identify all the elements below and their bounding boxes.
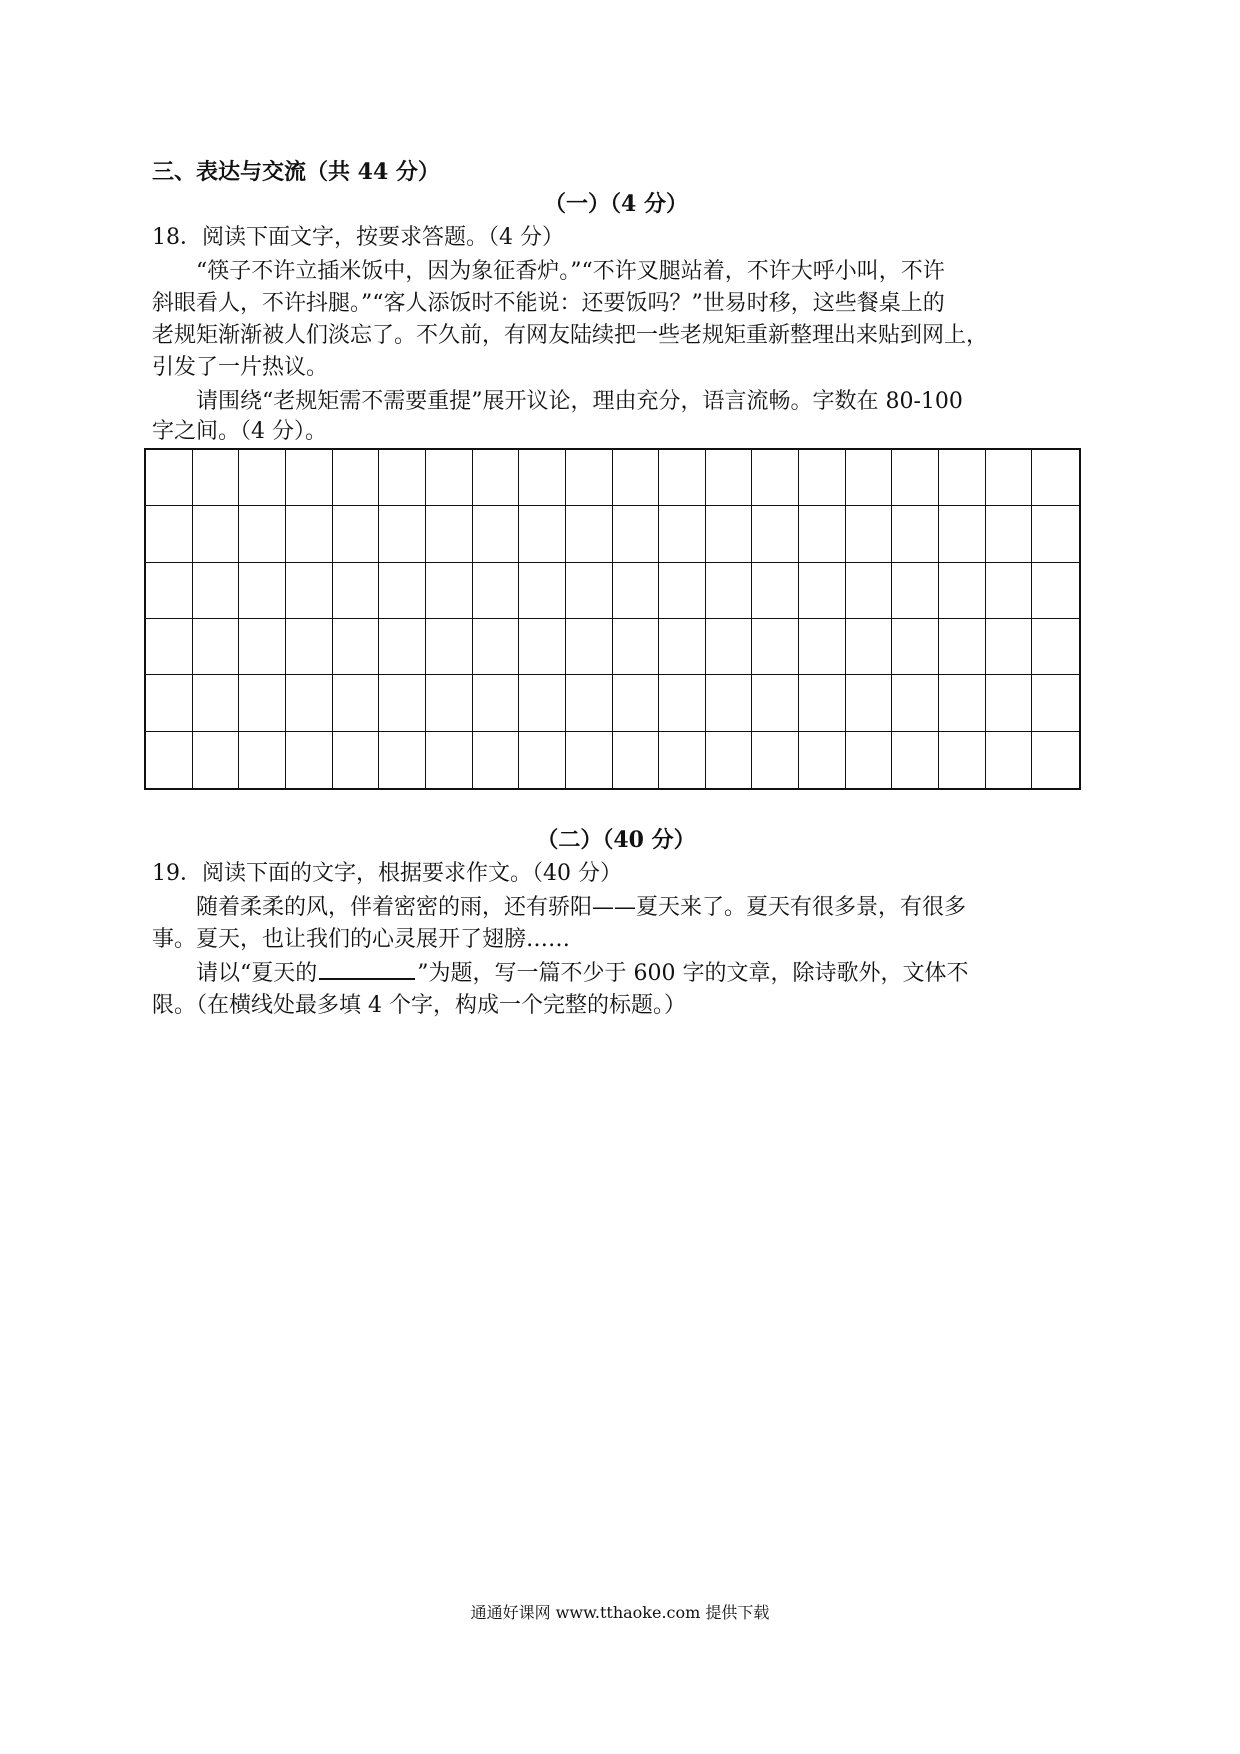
grid-cell <box>379 675 426 731</box>
grid-cell <box>659 563 706 619</box>
grid-cell <box>333 675 380 731</box>
grid-cell <box>986 675 1033 731</box>
grid-cell <box>333 619 380 675</box>
grid-cell <box>333 506 380 562</box>
grid-cell <box>379 619 426 675</box>
grid-cell <box>799 732 846 788</box>
grid-cell <box>846 450 893 506</box>
passage-line: 引发了一片热议。 <box>152 355 329 380</box>
grid-cell <box>986 619 1033 675</box>
grid-cell <box>706 619 753 675</box>
task-suffix: ”为题，写一篇不少于 600 字的文章，除诗歌外，文体不 <box>417 961 969 986</box>
grid-cell <box>566 506 613 562</box>
grid-cell <box>613 506 660 562</box>
grid-cell <box>286 619 333 675</box>
grid-cell <box>939 563 986 619</box>
grid-cell <box>1032 732 1079 788</box>
grid-cell <box>1032 563 1079 619</box>
grid-cell <box>1032 450 1079 506</box>
grid-cell <box>752 675 799 731</box>
grid-cell <box>426 619 473 675</box>
question-19-stem: 19．阅读下面的文字，根据要求作文。（40 分） <box>152 861 622 886</box>
grid-cell <box>752 732 799 788</box>
grid-cell <box>239 619 286 675</box>
grid-cell <box>519 563 566 619</box>
grid-cell <box>193 619 240 675</box>
grid-cell <box>986 732 1033 788</box>
section-heading: 三、表达与交流（共 44 分） <box>152 159 440 185</box>
grid-cell <box>706 563 753 619</box>
grid-cell <box>193 732 240 788</box>
grid-cell <box>519 675 566 731</box>
grid-cell <box>799 563 846 619</box>
grid-cell <box>473 619 520 675</box>
task-line: 字之间。（4 分）。 <box>152 419 327 444</box>
grid-cell <box>939 450 986 506</box>
grid-cell <box>1032 675 1079 731</box>
grid-cell <box>146 675 193 731</box>
grid-cell <box>846 563 893 619</box>
grid-cell <box>939 732 986 788</box>
grid-cell <box>239 450 286 506</box>
question-18-stem: 18．阅读下面文字，按要求答题。（4 分） <box>152 225 564 250</box>
grid-cell <box>286 506 333 562</box>
grid-cell <box>333 450 380 506</box>
grid-cell <box>426 506 473 562</box>
passage-line: 随着柔柔的风，伴着密密的雨，还有骄阳——夏天来了。夏天有很多景，有很多 <box>196 895 967 920</box>
grid-cell <box>426 675 473 731</box>
grid-cell <box>752 506 799 562</box>
grid-cell <box>193 675 240 731</box>
grid-cell <box>1032 506 1079 562</box>
grid-cell <box>986 450 1033 506</box>
grid-cell <box>333 732 380 788</box>
grid-cell <box>892 732 939 788</box>
grid-cell <box>146 450 193 506</box>
grid-cell <box>426 732 473 788</box>
grid-cell <box>846 619 893 675</box>
grid-cell <box>613 450 660 506</box>
grid-cell <box>286 675 333 731</box>
grid-cell <box>239 506 286 562</box>
grid-cell <box>939 619 986 675</box>
answer-grid <box>144 448 1081 790</box>
task-line: 请围绕“老规矩需不需要重提”展开议论，理由充分，语言流畅。字数在 80-100 <box>196 389 963 414</box>
grid-cell <box>286 563 333 619</box>
grid-cell <box>519 506 566 562</box>
grid-cell <box>379 450 426 506</box>
grid-cell <box>659 732 706 788</box>
grid-cell <box>239 732 286 788</box>
grid-cell <box>659 675 706 731</box>
grid-cell <box>799 450 846 506</box>
grid-cell <box>892 563 939 619</box>
grid-cell <box>752 563 799 619</box>
task-line <box>152 958 968 990</box>
grid-cell <box>799 675 846 731</box>
grid-cell <box>566 450 613 506</box>
grid-cell <box>146 563 193 619</box>
grid-cell <box>892 506 939 562</box>
passage-line: “筷子不许立插米饭中，因为象征香炉。”“不许叉腿站着，不许大呼小叫，不许 <box>196 259 945 284</box>
grid-cell <box>193 563 240 619</box>
grid-cell <box>286 450 333 506</box>
grid-cell <box>286 732 333 788</box>
task-line: 限。（在横线处最多填 4 个字，构成一个完整的标题。） <box>152 993 686 1018</box>
grid-cell <box>706 450 753 506</box>
title-blank <box>319 958 415 980</box>
grid-cell <box>706 506 753 562</box>
grid-cell <box>566 732 613 788</box>
grid-cell <box>613 619 660 675</box>
grid-cell <box>473 675 520 731</box>
grid-cell <box>706 732 753 788</box>
grid-cell <box>473 450 520 506</box>
grid-cell <box>193 450 240 506</box>
task-prefix: 请以“夏天的 <box>196 961 318 986</box>
grid-cell <box>146 506 193 562</box>
grid-cell <box>146 732 193 788</box>
grid-cell <box>939 506 986 562</box>
grid-cell <box>426 563 473 619</box>
grid-cell <box>473 732 520 788</box>
page-footer: 通通好课网 www.tthaoke.com 提供下载 <box>470 1603 770 1622</box>
grid-cell <box>473 563 520 619</box>
grid-cell <box>892 675 939 731</box>
grid-cell <box>519 450 566 506</box>
grid-cell <box>752 450 799 506</box>
grid-cell <box>193 506 240 562</box>
grid-cell <box>566 675 613 731</box>
grid-cell <box>986 563 1033 619</box>
grid-cell <box>706 675 753 731</box>
grid-cell <box>379 506 426 562</box>
grid-cell <box>892 450 939 506</box>
grid-cell <box>659 619 706 675</box>
part2-title: （二）（40 分） <box>536 827 696 853</box>
grid-cell <box>239 675 286 731</box>
grid-cell <box>939 675 986 731</box>
part1-title: （一）（4 分） <box>544 191 688 217</box>
grid-cell <box>239 563 286 619</box>
grid-cell <box>659 450 706 506</box>
grid-cell <box>426 450 473 506</box>
passage-line: 老规矩渐渐被人们淡忘了。不久前，有网友陆续把一些老规矩重新整理出来贴到网上， <box>152 323 989 348</box>
grid-cell <box>333 563 380 619</box>
grid-cell <box>659 506 706 562</box>
passage-line: 斜眼看人，不许抖腿。”“客人添饭时不能说：还要饭吗？”世易时移，这些餐桌上的 <box>152 291 945 316</box>
grid-cell <box>613 675 660 731</box>
grid-cell <box>146 619 193 675</box>
grid-cell <box>846 675 893 731</box>
grid-cell <box>379 732 426 788</box>
passage-line: 事。夏天，也让我们的心灵展开了翅膀…… <box>152 927 571 952</box>
grid-cell <box>519 732 566 788</box>
grid-cell <box>846 732 893 788</box>
grid-cell <box>566 619 613 675</box>
grid-cell <box>986 506 1033 562</box>
grid-cell <box>1032 619 1079 675</box>
grid-cell <box>379 563 426 619</box>
grid-cell <box>519 619 566 675</box>
grid-cell <box>799 619 846 675</box>
grid-cell <box>752 619 799 675</box>
grid-cell <box>566 563 613 619</box>
grid-cell <box>613 732 660 788</box>
grid-cell <box>846 506 893 562</box>
grid-cell <box>892 619 939 675</box>
grid-cell <box>473 506 520 562</box>
grid-cell <box>799 506 846 562</box>
grid-cell <box>613 563 660 619</box>
